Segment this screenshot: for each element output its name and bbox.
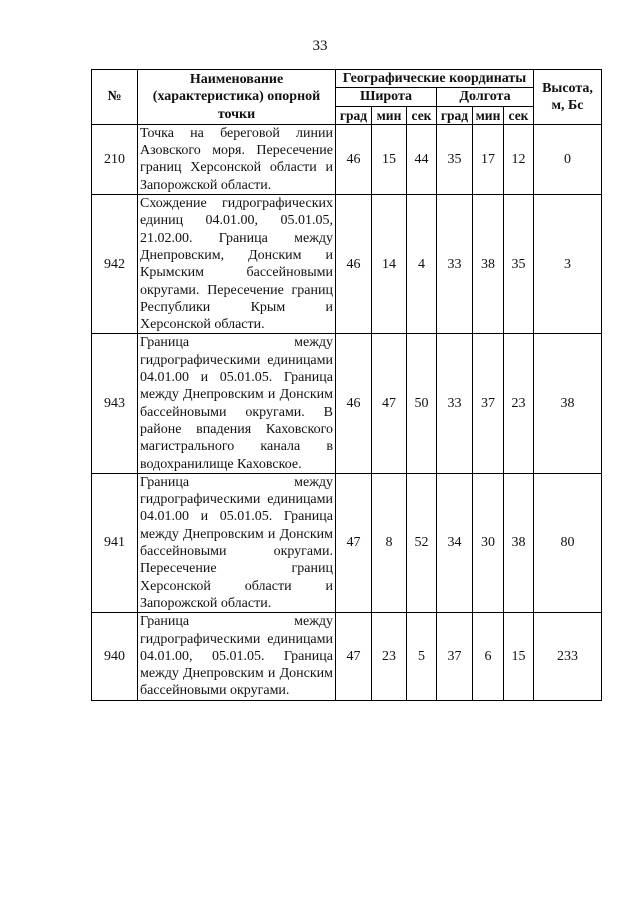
lon-sec: 12 <box>504 124 534 194</box>
lon-sec: 35 <box>504 195 534 334</box>
table-row <box>92 195 602 334</box>
point-number: 943 <box>92 334 138 473</box>
lon-deg: 34 <box>437 473 473 612</box>
lat-min: 23 <box>372 613 407 700</box>
lon-min: 37 <box>473 334 504 473</box>
lon-min: 30 <box>473 473 504 612</box>
table-row <box>92 473 602 612</box>
height: 0 <box>534 124 602 194</box>
lon-deg: 35 <box>437 124 473 194</box>
height: 3 <box>534 195 602 334</box>
table-row <box>92 334 602 473</box>
header-num: № <box>92 70 138 125</box>
header-coordinates: Географические координаты <box>336 70 534 88</box>
lat-deg: 46 <box>336 334 372 473</box>
header-lon-deg: град <box>437 106 473 124</box>
header-lat-sec: сек <box>407 106 437 124</box>
coordinates-table <box>91 69 602 701</box>
height: 80 <box>534 473 602 612</box>
table-body <box>92 124 602 700</box>
lat-min: 15 <box>372 124 407 194</box>
header-lon-sec: сек <box>504 106 534 124</box>
lon-deg: 37 <box>437 613 473 700</box>
lon-deg: 33 <box>437 195 473 334</box>
header-longitude: Долгота <box>437 88 534 106</box>
header-name: Наименование (характеристика) опорной точки <box>138 70 336 125</box>
lat-deg: 46 <box>336 195 372 334</box>
lat-deg: 47 <box>336 473 372 612</box>
header-latitude: Широта <box>336 88 437 106</box>
point-number: 942 <box>92 195 138 334</box>
lon-min: 38 <box>473 195 504 334</box>
height: 233 <box>534 613 602 700</box>
header-lon-min: мин <box>473 106 504 124</box>
point-description: Граница между гидрографическими единицами 04.01.00 и 05.01.05. Граница между Днепровским и Донским бассейновыми округами. В районе впадения Каховского магистрального канала в водохранилище Каховское. <box>138 334 336 473</box>
height: 38 <box>534 334 602 473</box>
point-number: 941 <box>92 473 138 612</box>
point-description: Граница между гидрографическими единицами 04.01.00, 05.01.05. Граница между Днепровским и Донским бассейновыми округами. <box>138 613 336 700</box>
header-height: Высота, м, Бс <box>534 70 602 125</box>
table-header <box>92 70 602 125</box>
header-lat-min: мин <box>372 106 407 124</box>
point-description: Схождение гидрографических единиц 04.01.00, 05.01.05, 21.02.00. Граница между Днепровским, Донским и Крымским бассейновыми округами. Пересечение границ Республики Крым и Херсонской области. <box>138 195 336 334</box>
page-number: 33 <box>312 38 328 54</box>
header-lat-deg: град <box>336 106 372 124</box>
lat-sec: 52 <box>407 473 437 612</box>
lat-deg: 46 <box>336 124 372 194</box>
lon-deg: 33 <box>437 334 473 473</box>
lat-min: 47 <box>372 334 407 473</box>
lon-min: 17 <box>473 124 504 194</box>
point-number: 940 <box>92 613 138 700</box>
lon-sec: 23 <box>504 334 534 473</box>
lat-min: 8 <box>372 473 407 612</box>
lon-min: 6 <box>473 613 504 700</box>
lon-sec: 38 <box>504 473 534 612</box>
lat-min: 14 <box>372 195 407 334</box>
lat-sec: 5 <box>407 613 437 700</box>
point-number: 210 <box>92 124 138 194</box>
lat-deg: 47 <box>336 613 372 700</box>
point-description: Граница между гидрографическими единицами 04.01.00 и 05.01.05. Граница между Днепровским и Донским бассейновыми округами. Пересечение границ Херсонской области и Запорожской области. <box>138 473 336 612</box>
table-row <box>92 124 602 194</box>
lat-sec: 50 <box>407 334 437 473</box>
lat-sec: 4 <box>407 195 437 334</box>
table-row <box>92 613 602 700</box>
point-description: Точка на береговой линии Азовского моря. Пересечение границ Херсонской области и Запорожской области. <box>138 124 336 194</box>
lat-sec: 44 <box>407 124 437 194</box>
lon-sec: 15 <box>504 613 534 700</box>
